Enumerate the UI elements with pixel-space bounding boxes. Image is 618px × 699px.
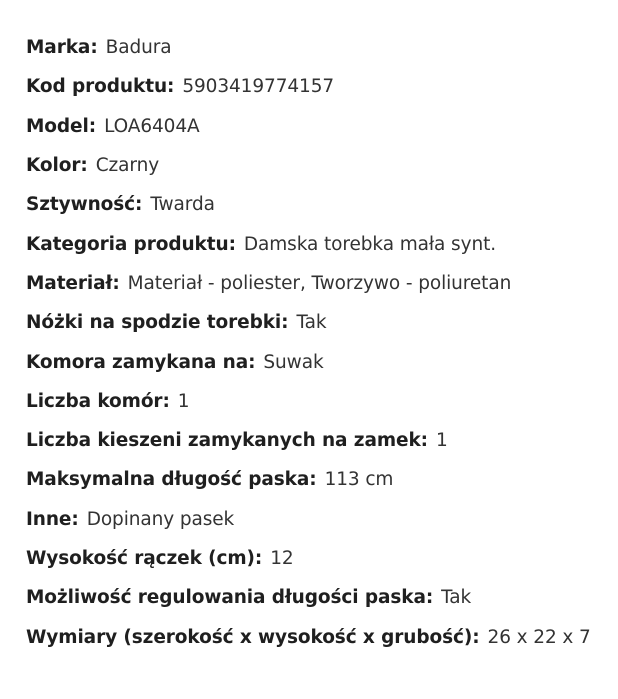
spec-value: 113 cm xyxy=(324,469,394,491)
spec-value: 12 xyxy=(270,548,294,569)
spec-row-adjustable-strap xyxy=(26,578,618,617)
spec-label: Kategoria produktu: xyxy=(26,233,236,255)
spec-label: Liczba kieszeni zamykanych na zamek: xyxy=(26,430,428,452)
spec-label: Model: xyxy=(26,115,97,137)
spec-label: Sztywność: xyxy=(26,194,143,216)
spec-row-stiffness xyxy=(26,185,618,224)
spec-label: Nóżki na spodzie torebki: xyxy=(26,312,289,334)
spec-row-handle-height xyxy=(26,539,618,578)
spec-value: Czarny xyxy=(95,155,160,177)
spec-label: Kod produktu: xyxy=(26,76,175,98)
spec-label: Maksymalna długość paska: xyxy=(26,469,317,491)
spec-value: LOA6404A xyxy=(104,115,200,137)
spec-row-material xyxy=(26,264,618,303)
spec-row-brand xyxy=(26,28,618,67)
spec-label: Materiał: xyxy=(26,272,120,294)
spec-row-product-code xyxy=(26,67,618,106)
spec-label: Marka: xyxy=(26,37,98,59)
spec-row-zip-pockets xyxy=(26,421,618,460)
spec-value: Twarda xyxy=(150,194,215,216)
spec-value: Suwak xyxy=(263,351,324,373)
spec-row-feet xyxy=(26,303,618,342)
spec-value: Dopinany pasek xyxy=(86,508,235,530)
spec-row-dimensions xyxy=(26,617,618,656)
spec-row-model xyxy=(26,107,618,146)
spec-label: Inne: xyxy=(26,508,79,530)
spec-label: Wysokość rączek (cm): xyxy=(26,548,263,569)
spec-label: Wymiary (szerokość x wysokość x grubość): xyxy=(26,626,480,648)
spec-value: Materiał - poliester, Tworzywo - poliuretan xyxy=(127,272,512,294)
spec-row-category xyxy=(26,224,618,263)
spec-value: 26 x 22 x 7 xyxy=(487,626,591,648)
spec-label: Możliwość regulowania długości paska: xyxy=(26,587,434,609)
spec-label: Liczba komór: xyxy=(26,390,170,412)
spec-value: Tak xyxy=(296,312,327,334)
spec-value: 5903419774157 xyxy=(182,76,335,98)
spec-row-strap-length xyxy=(26,460,618,499)
spec-value: Damska torebka mała synt. xyxy=(243,233,497,255)
spec-row-other xyxy=(26,500,618,539)
spec-value: Badura xyxy=(105,37,172,59)
spec-row-color xyxy=(26,146,618,185)
spec-value: 1 xyxy=(435,430,448,452)
spec-row-closure xyxy=(26,342,618,381)
spec-row-compartments xyxy=(26,382,618,421)
spec-value: 1 xyxy=(177,390,190,412)
spec-label: Komora zamykana na: xyxy=(26,351,256,373)
spec-label: Kolor: xyxy=(26,155,88,177)
spec-value: Tak xyxy=(441,587,472,609)
